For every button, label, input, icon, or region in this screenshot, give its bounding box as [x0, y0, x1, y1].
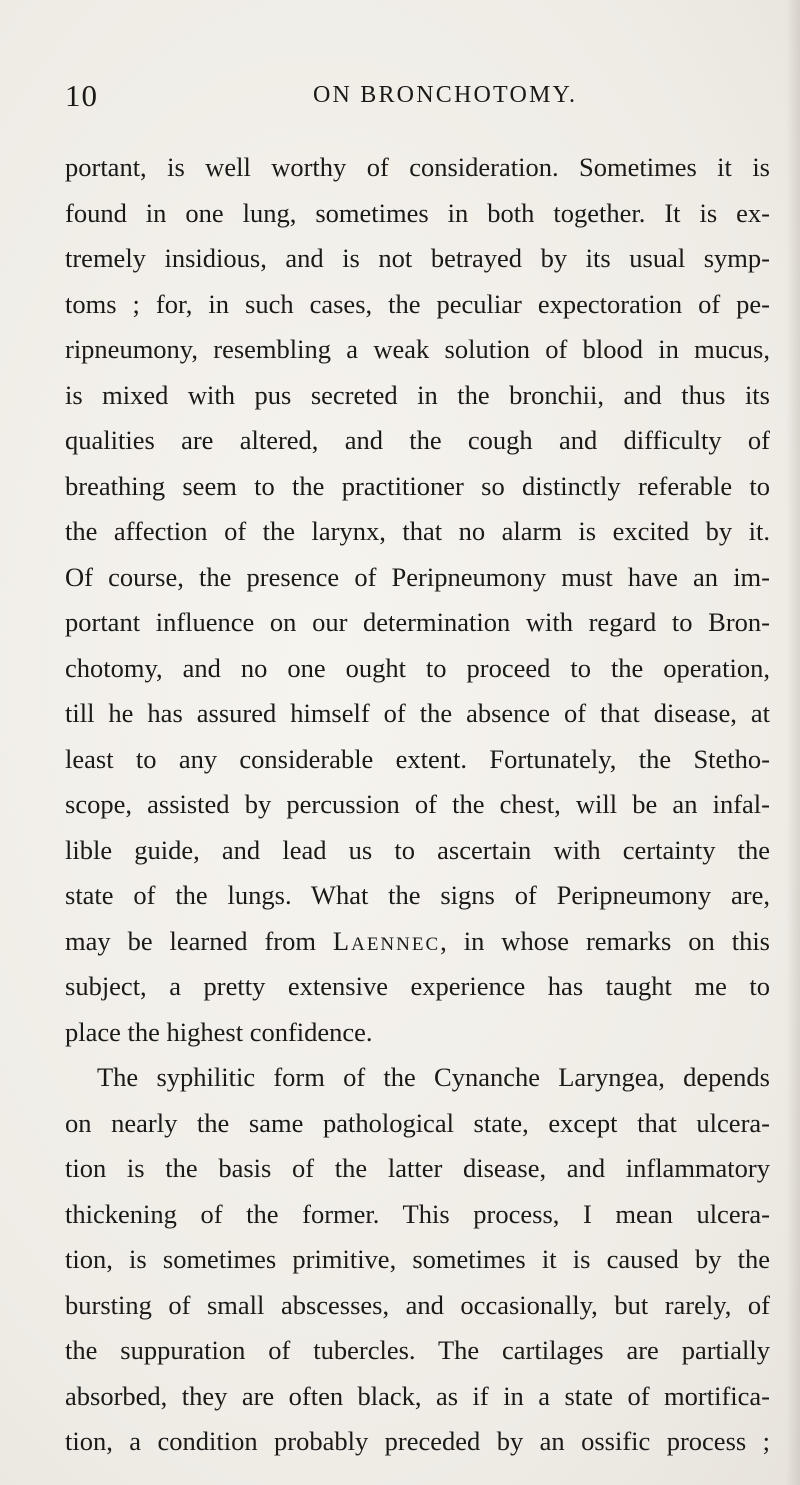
text-line: is mixed with pus secreted in the bronchii, and thus its: [65, 379, 770, 410]
text-line: place the highest confidence.: [65, 1016, 373, 1047]
text-line: bursting of small abscesses, and occasionally, but rarely, of: [65, 1289, 770, 1320]
text-line: the suppuration of tubercles. The cartilages are partially: [65, 1335, 770, 1365]
body-text: [65, 145, 770, 1465]
text-line: absorbed, they are often black, as if in a state of mortifica-: [65, 1380, 770, 1411]
text-line: scope, assisted by percussion of the chest, will be an infal-: [65, 789, 770, 819]
text-line: till he has assured himself of the absence of that disease, at: [65, 698, 770, 728]
page-number: 10: [65, 78, 98, 113]
text-line: portant, is well worthy of consideration. Sometimes it is: [65, 152, 770, 182]
text-line: tion is the basis of the latter disease, and inflammatory: [65, 1153, 770, 1183]
text-line: tion, is sometimes primitive, sometimes it is caused by the: [65, 1244, 770, 1274]
page-header: [65, 78, 765, 118]
text-line: chotomy, and no one ought to proceed to the operation,: [65, 652, 770, 683]
text-line: ripneumony, resembling a weak solution of blood in mucus,: [65, 334, 770, 364]
text-line-laennec: [65, 919, 770, 965]
text-line: the affection of the larynx, that no alarm is excited by it.: [65, 516, 770, 546]
text-line: subject, a pretty extensive experience has taught me to: [65, 971, 770, 1001]
text-line: tremely insidious, and is not betrayed by its usual symp-: [65, 243, 770, 273]
text-line: lible guide, and lead us to ascertain with certainty the: [65, 834, 770, 865]
text-line: on nearly the same pathological state, except that ulcera-: [65, 1107, 770, 1138]
text-line: state of the lungs. What the signs of Peripneumony are,: [65, 880, 770, 910]
running-head: ON BRONCHOTOMY.: [313, 82, 578, 108]
text-line: breathing seem to the practitioner so distinctly referable to: [65, 470, 770, 501]
text-segment: , in whose remarks on this: [440, 925, 770, 956]
page-edge-shadow: [786, 0, 800, 1485]
text-segment: may be learned from: [65, 925, 316, 956]
text-line-paragraph-start: The syphilitic form of the Cynanche Laryngea, depends: [97, 1062, 770, 1092]
text-line: portant influence on our determination with regard to Bron-: [65, 607, 770, 637]
text-line: qualities are altered, and the cough and difficulty of: [65, 425, 770, 455]
text-line: least to any considerable extent. Fortunately, the Stetho-: [65, 743, 770, 774]
text-line: toms ; for, in such cases, the peculiar expectoration of pe-: [65, 288, 770, 319]
text-line: found in one lung, sometimes in both together. It is ex-: [65, 197, 770, 228]
text-line: tion, a condition probably preceded by an ossific process ;: [65, 1426, 770, 1456]
author-name-laennec: Laennec: [332, 925, 441, 956]
text-line: thickening of the former. This process, I mean ulcera-: [65, 1198, 770, 1229]
text-line: Of course, the presence of Peripneumony must have an im-: [65, 561, 770, 592]
